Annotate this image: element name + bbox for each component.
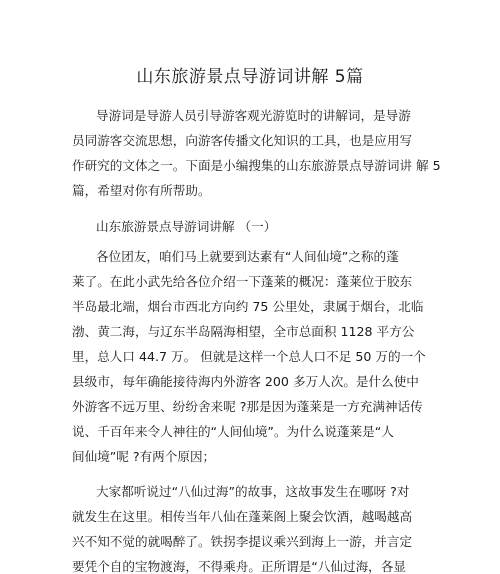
section-paragraph-1-line-7: 外游客不远万里、纷纷舍来呢 ?那是因为蓬莱是一方充满神话传 [72,399,423,414]
section-paragraph-1-line-6: 县级市，每年确能接待海内外游客 200 多万人次。是什么使中 [72,374,419,389]
section-paragraph-1-line-8: 说、千百年来令人神往的“人间仙境”。为什么说蓬莱是“人 [72,424,394,439]
section-paragraph-2-line-4: 要凭个自的宝物渡海，不得乘舟。正所谓是“八仙过海，各显 [72,559,406,574]
section-paragraph-1-line-9: 间仙境”呢 ?有两个原因； [72,449,216,464]
section-paragraph-2-line-1: 大家都听说过“八仙过海”的故事，这故事发生在哪呀 ?对 [96,484,410,499]
intro-line-3: 作研究的文体之一。下面是小编搜集的山东旅游景点导游词讲 解 5 [72,158,441,173]
section-heading: 山东旅游景点导游词讲解 （一） [96,219,277,234]
section-paragraph-1-line-5: 里，总人口 44.7 万。 但就是这样一个总人口不足 50 万的一个 [72,349,426,364]
intro-line-1: 导游词是导游人员引导游客观光游览时的讲解词，是导游 [96,108,411,123]
section-paragraph-1-line-3: 半岛最北端，烟台市西北方向约 75 公里处，隶属于烟台，北临 [72,299,424,314]
intro-line-4: 篇，希望对你有所帮助。 [72,183,211,198]
document-title: 山东旅游景点导游词讲解 5篇 [136,67,364,87]
section-paragraph-2-line-2: 就发生在这里。相传当年八仙在蓬莱阁上聚会饮酒，越喝越高 [72,509,413,524]
intro-line-2: 员同游客交流思想，向游客传播文化知识的工具，也是应用写 [72,133,413,148]
section-paragraph-1-line-1: 各位团友，咱们马上就要到达素有“人间仙境”之称的蓬 [96,249,399,264]
section-paragraph-1-line-4: 渤、黄二海，与辽东半岛隔海相望，全市总面积 1128 平方公 [72,324,415,339]
section-paragraph-1-line-2: 莱了。在此小武先给各位介绍一下蓬莱的概况：蓬莱位于胶东 [72,274,413,289]
section-paragraph-2-line-3: 兴不知不觉的就喝醉了。铁拐李提议乘兴到海上一游，并言定 [72,534,413,549]
